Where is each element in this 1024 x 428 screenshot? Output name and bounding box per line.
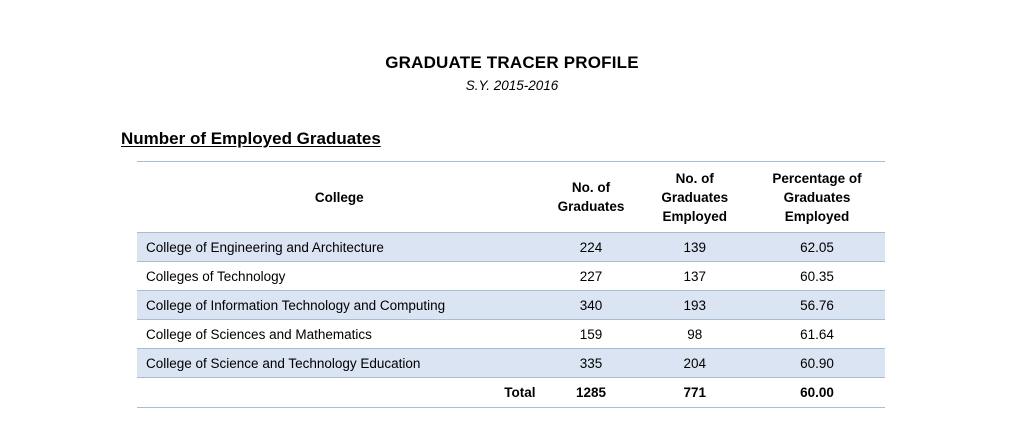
- header-employed-line3: Employed: [662, 208, 727, 224]
- college-name: College of Information Technology and Computing: [137, 291, 542, 320]
- header-percentage-line3: Employed: [784, 208, 850, 224]
- employed-percentage: 62.05: [749, 233, 885, 262]
- total-percentage: 60.00: [749, 378, 885, 408]
- header-employed-line1: No. of: [675, 170, 714, 186]
- table-row: [137, 320, 885, 349]
- college-name: College of Science and Technology Education: [137, 349, 542, 378]
- header-graduates-line1: No. of: [571, 180, 611, 195]
- total-employed: 771: [640, 378, 749, 408]
- employed-graduates-table: [137, 161, 885, 408]
- header-graduates-employed: [640, 162, 749, 233]
- employed-count: 204: [640, 349, 749, 378]
- graduates-count: 340: [542, 291, 641, 320]
- employed-count: 137: [640, 262, 749, 291]
- total-graduates: 1285: [542, 378, 641, 408]
- header-employed-line2: Graduates: [661, 189, 729, 205]
- total-label: Total: [137, 378, 542, 408]
- header-percentage-line2: Graduates: [783, 189, 851, 205]
- graduates-count: 227: [542, 262, 641, 291]
- header-graduates-line2: Graduates: [557, 199, 625, 214]
- employed-count: 139: [640, 233, 749, 262]
- college-name: College of Sciences and Mathematics: [137, 320, 542, 349]
- header-college: College: [137, 162, 542, 233]
- graduates-count: 159: [542, 320, 641, 349]
- college-name: College of Engineering and Architecture: [137, 233, 542, 262]
- table-row: [137, 233, 885, 262]
- total-row: [137, 378, 885, 408]
- page-title: GRADUATE TRACER PROFILE: [385, 53, 639, 72]
- employed-percentage: 61.64: [749, 320, 885, 349]
- header-percentage-employed: [749, 162, 885, 233]
- table-header-row: [137, 162, 885, 233]
- header-percentage-line1: Percentage of: [772, 170, 862, 186]
- graduates-count: 224: [542, 233, 641, 262]
- table-row: [137, 291, 885, 320]
- college-name: Colleges of Technology: [137, 262, 542, 291]
- employed-percentage: 60.35: [749, 262, 885, 291]
- section-heading: Number of Employed Graduates: [121, 129, 381, 148]
- employed-count: 193: [640, 291, 749, 320]
- graduates-count: 335: [542, 349, 641, 378]
- table-row: [137, 262, 885, 291]
- table-row: [137, 349, 885, 378]
- header-number-of-graduates: [542, 162, 641, 233]
- employed-count: 98: [640, 320, 749, 349]
- employed-percentage: 60.90: [749, 349, 885, 378]
- school-year-subtitle: S.Y. 2015-2016: [465, 78, 559, 93]
- employed-percentage: 56.76: [749, 291, 885, 320]
